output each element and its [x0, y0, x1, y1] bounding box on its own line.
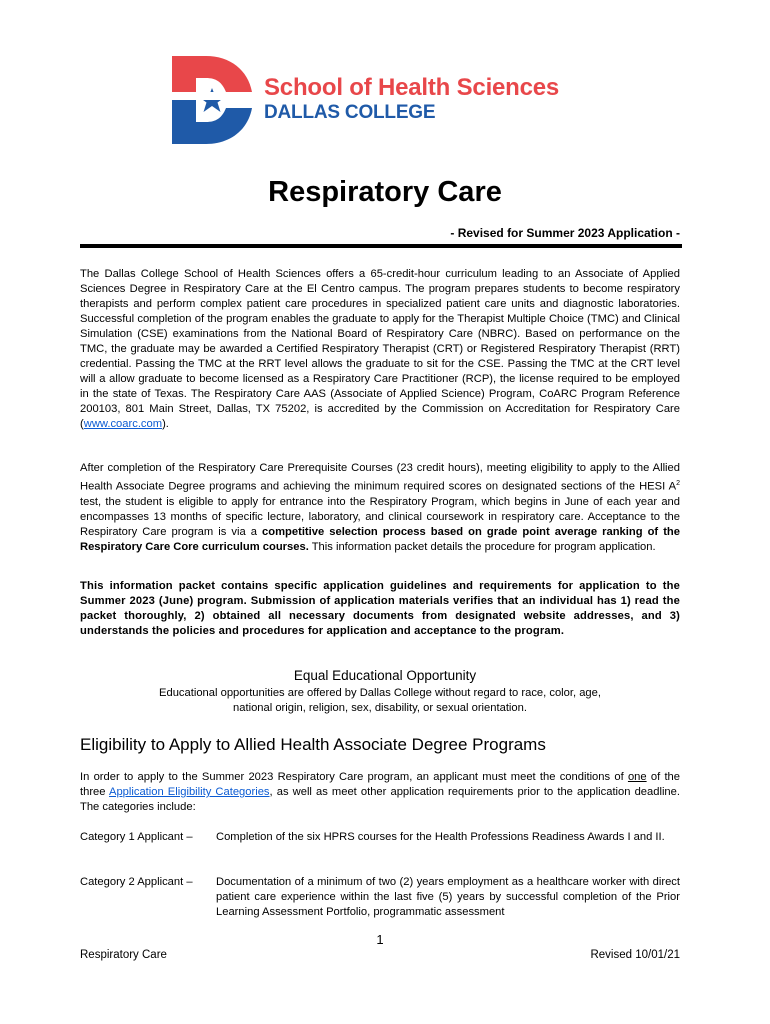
eeo-line-2: national origin, religion, sex, disability, or sexual orientation.	[233, 702, 527, 714]
page-number: 1	[376, 932, 384, 947]
category-1-text: Completion of the six HPRS courses for the Health Professions Readiness Awards I and II.	[216, 831, 665, 843]
eeo-line-1: Educational opportunities are offered by Dallas College without regard to race, color, age,	[159, 687, 601, 699]
intro-text-b: ).	[162, 418, 169, 430]
page-title: Respiratory Care	[268, 176, 502, 208]
category-1-label: Category 1 Applicant –	[80, 831, 193, 843]
title-divider	[80, 244, 682, 248]
after-bold-text: competitive selection process based on grade point average ranking of the Respiratory Care Core curriculum courses.	[80, 525, 680, 553]
logo-college-name: DALLAS COLLEGE	[264, 102, 436, 123]
dallas-college-d-star-icon	[172, 52, 258, 148]
revision-note: - Revised for Summer 2023 Application -	[450, 226, 680, 240]
eeo-heading: Equal Educational Opportunity	[293, 668, 477, 683]
footer-title: Respiratory Care	[80, 949, 167, 961]
intro-text-a: The Dallas College School of Health Sciences offers a 65-credit-hour curriculum leading to an Associate of Applied Sciences Degree in Respiratory Care at the El Centro campus. The program prepares students to become respiratory therapists and perform complex patient care procedures in specialized patient care units and diagnostic laboratories. Successful completion of the program enables the graduate to apply for the Therapist Multiple Choice (TMC) and Clinical Simulation (CSE) examinations from the National Board of Respiratory Care (NBRC). Based on performance on the TMC, the graduate may be awarded a Certified Respiratory Therapist (CRT) or Registered Respiratory Therapist (RRT) credential. Passing the TMC at the RRT level allows the graduate to sit for the CSE. Passing the TMC at the CRT level will a allow graduate to become licensed as a Respiratory Care Practitioner (RCP), the license required to be employed in the state of Texas. The Respiratory Care AAS (Associate of Applied Science) Program, CoARC Program Reference 200103, 801 Main Street, Dallas, TX 75202, is accredited by the Commission on Accreditation for Respiratory Care (	[80, 268, 680, 430]
intro-paragraph	[80, 267, 680, 432]
footer-revision: Revised 10/01/21	[590, 949, 680, 961]
category-2-text: Documentation of a minimum of two (2) years employment as a healthcare worker with direct patient care experience within the last five (5) years by successful completion of the Prior Learning Assessment Portfolio, programmatic assessment	[216, 876, 680, 918]
eligibility-paragraph	[80, 770, 680, 815]
coarc-link[interactable]: www.coarc.com	[83, 418, 163, 430]
category-2-label: Category 2 Applicant –	[80, 876, 193, 888]
after-text-c: This information packet details the procedure for program application.	[308, 540, 656, 553]
elig-text-b: of the three	[80, 771, 680, 798]
elig-one-emphasis: one	[627, 771, 647, 783]
after-text-a: After completion of the Respiratory Care Prerequisite Courses (23 credit hours), meeting eligibility to apply to the Allied Health Associate Degree programs and achieving the minimum required scores on designated sections of the HESI A	[80, 462, 680, 493]
after-sup: 2	[676, 480, 680, 487]
eligibility-categories-link[interactable]: Application Eligibility Categories	[108, 786, 270, 798]
prerequisite-paragraph	[80, 461, 680, 555]
dallas-college-logo	[172, 52, 592, 148]
after-text-b: test, the student is eligible to apply for entrance into the Respiratory Program, which begins in June of each year and encompasses 13 months of specific lecture, laboratory, and clinical coursework in respiratory care. Acceptance to the Respiratory Care program is via a	[80, 495, 680, 538]
packet-notice: This information packet contains specific application guidelines and requirements for application to the Summer 2023 (June) program. Submission of application materials verifies that an individual has 1) read the packet thoroughly, 2) obtained all necessary documents from designated website addresses, and 3) understands the policies and procedures for application and acceptance to the program.	[80, 580, 680, 637]
eeo-statement	[0, 686, 760, 716]
logo-school-name: School of Health Sciences	[264, 74, 560, 101]
elig-text-a: In order to apply to the Summer 2023 Respiratory Care program, an applicant must meet the conditions of	[80, 771, 628, 783]
elig-text-c: , as well as meet other application requirements prior to the application deadline. The categories include:	[80, 786, 680, 813]
eligibility-heading: Eligibility to Apply to Allied Health Associate Degree Programs	[80, 735, 546, 754]
